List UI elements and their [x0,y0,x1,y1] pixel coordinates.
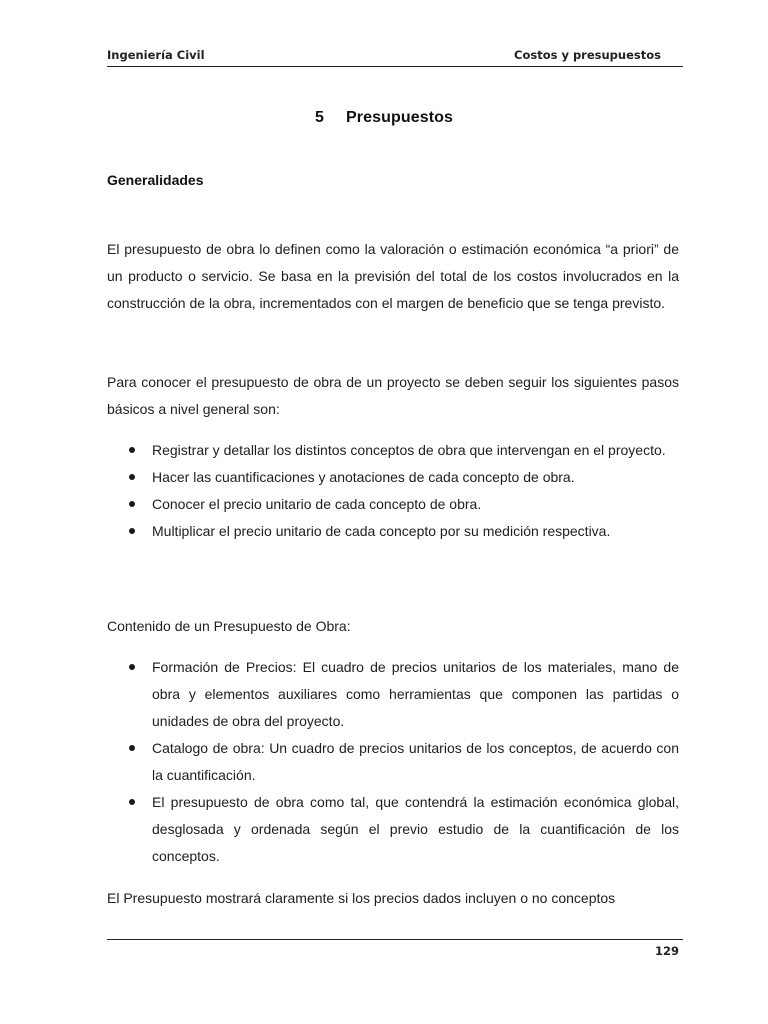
list-item [107,437,679,464]
list-item-text: Hacer las cuantificaciones y anotaciones de cada concepto de obra. [152,469,575,485]
list-item-text: Multiplicar el precio unitario de cada concepto por su medición respectiva. [152,523,611,539]
paragraph-closing: El Presupuesto mostrará claramente si los precios dados incluyen o no conceptos [107,890,616,906]
list-item-text: Formación de Precios: El cuadro de precios unitarios de los materiales, mano de obra y elementos auxiliares como herramientas que componen las partidas o unidades de obra del proyecto. [152,659,679,729]
paragraph-definition: El presupuesto de obra lo definen como la valoración o estimación económica “a priori” de un producto o servicio. Se basa en la previsión del total de los costos involucrados en la construcción de la obra, incrementados con el margen de beneficio que se tenga previsto. [107,241,679,311]
bullet-icon [129,799,135,805]
list-item [107,735,679,789]
list-item [107,789,679,870]
list-item [107,654,679,735]
contents-list [107,654,679,870]
list-item-text: Catalogo de obra: Un cuadro de precios unitarios de los conceptos, de acuerdo con la cuantificación. [152,740,679,783]
page-number: 129 [654,944,679,958]
steps-list [107,437,679,545]
list-item-text: Registrar y detallar los distintos conceptos de obra que intervengan en el proyecto. [152,442,666,458]
list-item-text: Conocer el precio unitario de cada concepto de obra. [152,496,482,512]
list-item [107,464,679,491]
list-item-text: El presupuesto de obra como tal, que contendrá la estimación económica global, desglosada y ordenada según el previo estudio de la cuantificación de los conceptos. [152,794,679,864]
chapter-title [0,109,768,127]
page-header [107,44,683,67]
bullet-icon [129,664,135,670]
header-subject: Ingeniería Civil [107,48,205,62]
chapter-name: Presupuestos [345,109,453,126]
bullet-icon [129,447,135,453]
footer-divider [107,939,683,940]
list-item [107,518,679,545]
paragraph-contents-intro: Contenido de un Presupuesto de Obra: [107,618,351,634]
list-item [107,491,679,518]
bullet-icon [129,528,135,534]
bullet-icon [129,745,135,751]
paragraph-steps-intro: Para conocer el presupuesto de obra de un proyecto se deben seguir los siguientes pasos básicos a nivel general son: [107,374,679,417]
section-heading: Generalidades [107,172,204,188]
chapter-number: 5 [314,109,324,126]
bullet-icon [129,501,135,507]
bullet-icon [129,474,135,480]
header-course: Costos y presupuestos [514,48,661,62]
